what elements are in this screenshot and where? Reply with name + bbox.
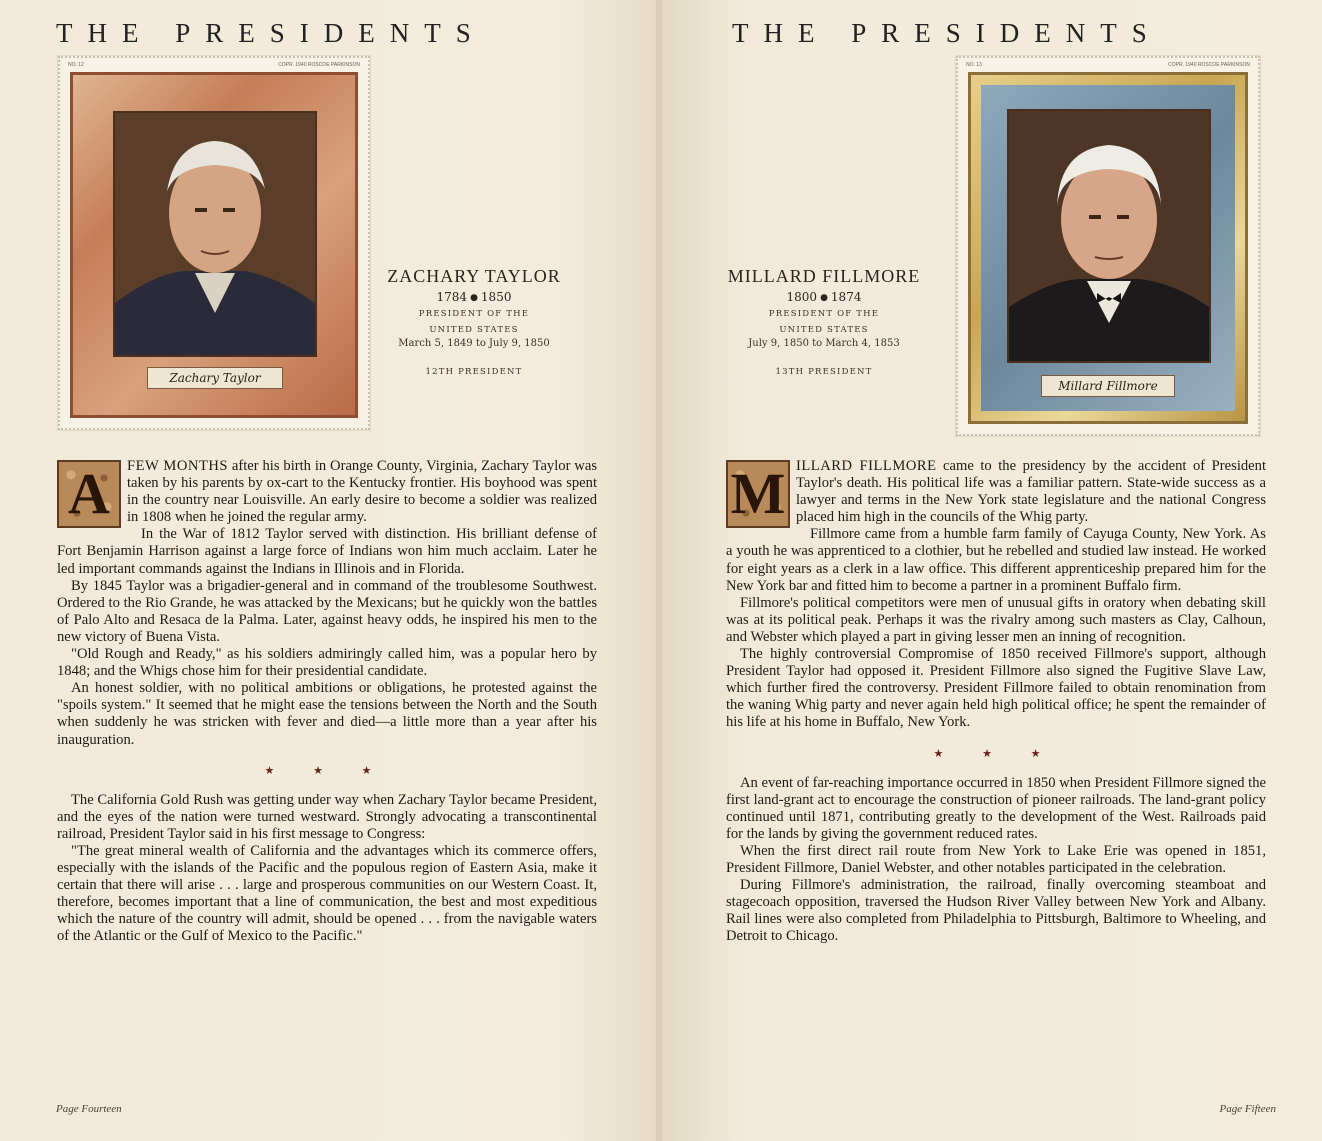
section-divider-stars: ★ ★ ★ — [264, 764, 390, 777]
signature-text: Zachary Taylor — [169, 371, 261, 385]
stamp-copyright: COPR. 1940 ROSCOE PARKINSON — [1168, 62, 1250, 68]
stamp-number: NO. 12 — [68, 62, 84, 68]
paragraph: An event of far-reaching importance occurred in 1850 when President Fillmore signed the first land-grant act to encourage the construction of pioneer railroads. The land-grant policy continued until 1871, contributing greatly to the development of the West. Railroads paid for the lands by giving the government reduced rates. — [726, 774, 1266, 842]
fillmore-caption — [724, 266, 924, 377]
office-line-2: UNITED STATES — [429, 325, 519, 335]
dropcap-letter: M — [730, 461, 786, 526]
paragraph: When the first direct rail route from New York to Lake Erie was opened in 1851, President Fillmore, Daniel Webster, and other notables participated in the celebration. — [726, 842, 1266, 877]
office-line-1: PRESIDENT OF THE — [418, 309, 530, 319]
paragraph — [57, 458, 597, 526]
president-name: MILLARD FILLMORE — [727, 266, 921, 286]
office-title — [724, 306, 924, 338]
paragraph: Fillmore's political competitors were men of unusual gifts in oratory when debating skill was at its political peak. Perhaps it was the rivalry among such masters as Clay, Calhoun, and Webster which played a part in giving lesser men an inning of recognition. — [726, 594, 1266, 645]
taylor-caption — [374, 266, 574, 377]
life-years: 1800 ● 1874 — [786, 290, 862, 304]
right-page — [662, 0, 1322, 1141]
section-divider-stars: ★ ★ ★ — [933, 747, 1059, 760]
president-ordinal: 13TH PRESIDENT — [775, 367, 873, 377]
paragraph: "Old Rough and Ready," as his soldiers admiringly called him, was a popular hero by 1848; and the Whigs chose him for their presidential candidate. — [57, 646, 597, 680]
paragraph: By 1845 Taylor was a brigadier-general and in command of the troublesome Southwest. Ordered to the Rio Grande, he was attacked by the Mexicans; but he quickly won the battles of Palo Alto and Resaca de la Palma. Later, against heavy odds, he inspired his men to the new victory of Buena Vista. — [57, 577, 597, 645]
paragraph: Fillmore came from a humble farm family of Cayuga County, New York. As a youth he was apprenticed to a clothier, but he rebelled and studied law instead. He worked for eight years as a clerk in a law office. This different apprenticeship prepared him for the New York bar and fitted him to become a partner in a prominent Buffalo firm. — [726, 526, 1266, 594]
fillmore-biography — [726, 458, 1266, 946]
office-line-1: PRESIDENT OF THE — [768, 309, 880, 319]
paragraph — [726, 458, 1266, 526]
taylor-biography — [57, 458, 597, 946]
birth-year: 1784 — [436, 290, 468, 304]
paragraph-text: after his birth in Orange County, Virginia, Zachary Taylor was taken by his parents by ox-cart to the Kentucky frontier. His boyhood was spent in the country near Louisville. An early desire to become a soldier was realized in 1808 when he joined the regular army. — [127, 458, 597, 526]
signature-text: Millard Fillmore — [1058, 379, 1158, 393]
term-dates: March 5, 1849 to July 9, 1850 — [398, 338, 550, 349]
paragraph: During Fillmore's administration, the railroad, finally overcoming steamboat and stagecoach opposition, traversed the Hudson River Valley between New York and Albany. Rail lines were also completed from Philadelphia to Pittsburgh, Baltimore to Wheeling, and Detroit to Chicago. — [726, 877, 1266, 945]
paragraph-text: came to the presidency by the accident of President Taylor's death. His political life was a familiar pattern. State-wide success as a lawyer and terms in the New York state legislature and the national Congress placed him high in the councils of the Whig party. — [796, 458, 1266, 526]
death-year: 1850 — [480, 290, 512, 304]
dropcap-letter: A — [68, 461, 110, 526]
paragraph: The highly controversial Compromise of 1850 received Fillmore's support, although President Taylor had opposed it. President Fillmore also signed the Fugitive Slave Law, which further fired the controversy. President Fillmore failed to obtain renomination from the waning Whig party and never again held high political office; he spent the remainder of his life at his home in Buffalo, New York. — [726, 646, 1266, 731]
office-title — [374, 306, 574, 338]
page-number-right: Page Fifteen — [1219, 1103, 1276, 1115]
office-line-2: UNITED STATES — [779, 325, 869, 335]
taylor-stamp — [58, 56, 370, 430]
page-number-left: Page Fourteen — [56, 1103, 122, 1115]
quotation: "The great mineral wealth of California and the advantages which its commerce offers, especially with the islands of the Pacific and the populous region of Eastern Asia, make it certain that there will arise . . . large and prosperous communities on our Western Coast. It, therefore, becomes important that a line of communication, the best and most expeditious which the nature of the country will admit, should be opened . . . from the navigable waters of the Atlantic or the Gulf of Mexico to the Pacific." — [57, 842, 597, 945]
running-head-left: THE PRESIDENTS — [56, 18, 486, 48]
fillmore-signature-plate — [1041, 375, 1175, 397]
illuminated-dropcap — [57, 460, 121, 528]
birth-year: 1800 — [786, 290, 818, 304]
portrait-frame — [968, 72, 1248, 424]
portrait-frame — [70, 72, 358, 418]
illuminated-dropcap — [726, 460, 790, 528]
president-ordinal: 12TH PRESIDENT — [425, 367, 523, 377]
taylor-portrait-image — [113, 111, 317, 357]
term-dates: July 9, 1850 to March 4, 1853 — [748, 338, 900, 349]
paragraph: In the War of 1812 Taylor served with distinction. His brilliant defense of Fort Benjamin Harrison against a large force of Indians won him much acclaim. Later he led important commands against the Indians in Illinois and in Florida. — [57, 526, 597, 577]
lead-words: ILLARD FILLMORE — [796, 458, 937, 474]
fillmore-stamp — [956, 56, 1260, 436]
stamp-copyright: COPR. 1940 ROSCOE PARKINSON — [278, 62, 360, 68]
lead-words: FEW MONTHS — [127, 458, 229, 474]
taylor-signature-plate — [147, 367, 283, 389]
paragraph: An honest soldier, with no political ambitions or obligations, he protested against the "spoils system." It seemed that he might ease the tensions between the North and the South when suddenly he was stricken with fever and died—a little more than a year after his inauguration. — [57, 680, 597, 748]
running-head-right: THE PRESIDENTS — [732, 18, 1162, 48]
president-name: ZACHARY TAYLOR — [387, 266, 561, 286]
paragraph: The California Gold Rush was getting under way when Zachary Taylor became President, and the eyes of the nation were turned westward. Strongly advocating a transcontinental railroad, President Taylor said in his first message to Congress: — [57, 791, 597, 842]
fillmore-portrait-image — [1007, 109, 1211, 363]
left-page — [0, 0, 658, 1141]
death-year: 1874 — [830, 290, 862, 304]
life-years: 1784 ● 1850 — [436, 290, 512, 304]
stamp-number: NO. 13 — [966, 62, 982, 68]
